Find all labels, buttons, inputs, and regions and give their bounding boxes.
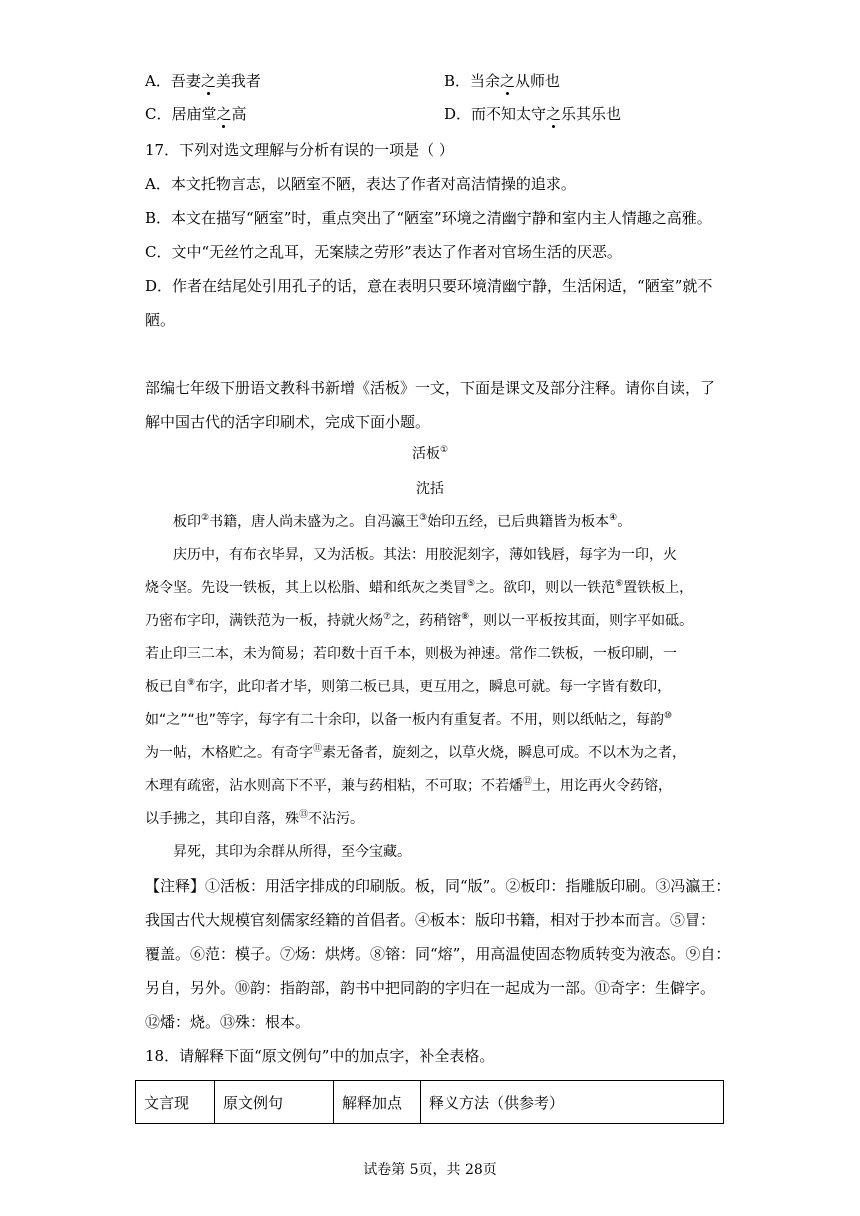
q16-option-d: D．而不知太守之乐其乐也 <box>444 105 622 123</box>
table-header-cell: 文言现 <box>136 1081 215 1124</box>
intro-line-1: 部编七年级下册语文教科书新增《活板》一文，下面是课文及部分注释。请你自读，了 <box>145 379 716 397</box>
notes-line-2: 我国古代大规模官刻儒家经籍的首倡者。④板本：版印书籍，相对于抄本而言。⑤冒： <box>145 911 716 929</box>
q16-option-c: C．居庙堂之高 <box>145 105 247 123</box>
notes-line-3: 覆盖。⑥范：模子。⑦炀：烘烤。⑧镕：同“熔”，用高温使固态物质转变为液态。⑨自： <box>145 945 731 963</box>
table-header-cell: 释义方法（供参考） <box>421 1081 724 1124</box>
notes-line-4: 另自，另外。⑩韵：指韵部，韵书中把同韵的字归在一起成为一部。⑪奇字：生僻字。 <box>145 979 716 997</box>
page-footer: 试卷第 5页，共 28页 <box>363 1162 497 1178</box>
intro-line-2: 解中国古代的活字印刷术，完成下面小题。 <box>145 413 431 431</box>
q17-option-a: A．本文托物言志，以陋室不陋，表达了作者对高洁情操的追求。 <box>145 175 576 193</box>
passage-p2-line-1: 庆历中，有布衣毕昇，又为活板。其法：用胶泥刻字，薄如钱唇，每字为一印，火 <box>145 547 677 563</box>
q17-option-d-cont: 陋。 <box>145 311 176 329</box>
table-header-cell: 解释加点 <box>334 1081 421 1124</box>
table-header-cell: 原文例句 <box>215 1081 334 1124</box>
q17-stem: 17．下列对选文理解与分析有误的一项是（ ） <box>145 141 454 159</box>
passage-p1: 板印②书籍，唐人尚未盛为之。自冯瀛王③始印五经，已后典籍皆为板本④。 <box>145 513 632 530</box>
passage-p2-line-8: 木理有疏密，沾水则高下不平，兼与药相粘，不可取；不若燔⑫土，用讫再火令药镕， <box>145 777 673 794</box>
q17-option-b: B．本文在描写“陋室”时，重点突出了“陋室”环境之清幽宁静和室内主人情趣之高雅。 <box>145 209 712 227</box>
notes-line-1: 【注释】①活板：用活字排成的印刷版。板，同“版”。②板印：指雕版印刷。③冯瀛王： <box>145 877 731 895</box>
passage-author: 沈括 <box>416 481 444 497</box>
q17-option-c: C．文中“无丝竹之乱耳，无案牍之劳形”表达了作者对官场生活的厌恶。 <box>145 243 622 261</box>
q16-option-a: A．吾妻之美我者 <box>145 72 261 90</box>
passage-p2-line-9: 以手拂之，其印自落，殊⑬不沾污。 <box>145 810 365 827</box>
passage-p2-line-5: 板已自⑨布字，此印者才毕，则第二板已具，更互用之，瞬息可就。每一字皆有数印， <box>145 678 672 695</box>
answer-table <box>135 1080 724 1124</box>
passage-title: 活板① <box>411 445 449 462</box>
q18-stem: 18．请解释下面“原文例句”中的加点字，补全表格。 <box>145 1047 495 1065</box>
passage-p2-line-3: 乃密布字印，满铁范为一板，持就火炀⑦之，药稍镕⑧，则以一平板按其面，则字平如砥。 <box>145 612 694 629</box>
passage-p2-line-4: 若止印三二本，未为简易；若印数十百千本，则极为神速。常作二铁板，一板印刷，一 <box>145 646 677 662</box>
emphasis-dot-char: 之 <box>546 105 562 123</box>
notes-line-5: ⑫燔：烧。⑬殊：根本。 <box>145 1013 311 1031</box>
q16-option-b: B．当余之从师也 <box>444 72 561 90</box>
q17-option-d: D．作者在结尾处引用孔子的话，意在表明只要环境清幽宁静，生活闲适，“陋室”就不 <box>145 277 713 295</box>
emphasis-dot-char: 之 <box>500 72 516 90</box>
passage-p3: 昇死，其印为余群从所得，至今宝藏。 <box>145 844 411 860</box>
table-row <box>136 1081 724 1124</box>
emphasis-dot-char: 之 <box>216 105 232 123</box>
passage-p2-line-2: 烧令坚。先设一铁板，其上以松脂、蜡和纸灰之类冒⑤之。欲印，则以一铁范⑥置铁板上， <box>145 579 694 596</box>
passage-p2-line-6: 如“之”“也”等字，每字有二十余印，以备一板内有重复者。不用，则以纸帖之，每韵⑩ <box>145 711 673 728</box>
emphasis-dot-char: 之 <box>200 72 216 90</box>
passage-p2-line-7: 为一帖，木格贮之。有奇字⑪素无备者，旋刻之，以草火烧，瞬息可成。不以木为之者， <box>145 744 687 761</box>
